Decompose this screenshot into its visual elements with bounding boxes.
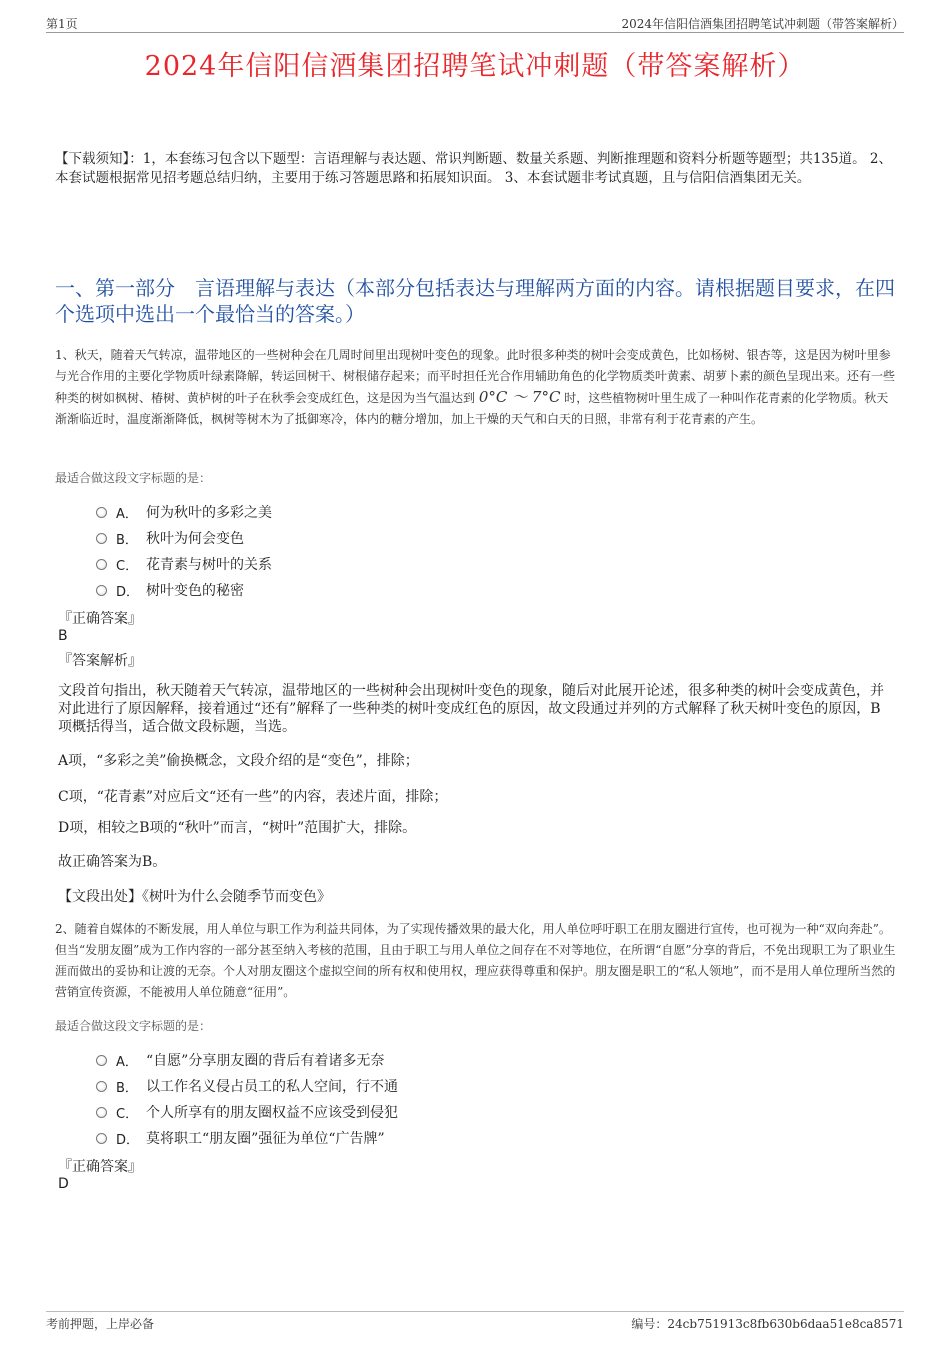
q2-answer-label: 『正确答案』 xyxy=(58,1159,142,1175)
radio-icon[interactable] xyxy=(96,1133,107,1144)
q1-analysis-conclusion: 故正确答案为B。 xyxy=(58,854,167,870)
radio-icon[interactable] xyxy=(96,1107,107,1118)
q1-answer-label: 『正确答案』 xyxy=(58,611,142,627)
q1-analysis-label: 『答案解析』 xyxy=(58,653,142,669)
q2-option-c[interactable] xyxy=(96,1102,398,1122)
question-1-text xyxy=(55,345,897,430)
download-notice: 【下载须知】：1，本套练习包含以下题型：言语理解与表达题、常识判断题、数量关系题、判断推理题和资料分析题等题型；共135道。 2、本套试题根据常见招考题总结归纳，主要用于练习答题思路和拓展知识面。 3、本套试题非考试真题，且与信阳信酒集团无关。 xyxy=(55,151,892,186)
q2-correct-answer: D xyxy=(58,1176,69,1192)
document-title: 2024年信阳信酒集团招聘笔试冲刺题（带答案解析） xyxy=(144,51,806,82)
temperature-range-formula: 0°C ～ 7°C xyxy=(478,388,561,406)
radio-icon[interactable] xyxy=(96,1055,107,1066)
radio-icon[interactable] xyxy=(96,585,107,596)
option-text: 花青素与树叶的关系 xyxy=(146,557,272,573)
radio-icon[interactable] xyxy=(96,559,107,570)
option-letter: B． xyxy=(116,532,138,548)
option-text: 莫将职工“朋友圈”强征为单位“广告牌” xyxy=(146,1131,385,1147)
page-number: 第1页 xyxy=(46,17,78,31)
option-letter: A． xyxy=(116,1054,138,1070)
radio-icon[interactable] xyxy=(96,533,107,544)
radio-icon[interactable] xyxy=(96,507,107,518)
option-letter: D． xyxy=(116,584,140,600)
running-header-title: 2024年信阳信酒集团招聘笔试冲刺题（带答案解析） xyxy=(621,17,904,31)
question-2-text: 2、随着自媒体的不断发展，用人单位与职工作为利益共同体，为了实现传播效果的最大化，用人单位呼吁职工在朋友圈进行宣传，也可视为一种“双向奔赴”。但当“发朋友圈”成为工作内容的一部分甚至纳入考核的范围，且由于职工与用人单位之间存在不对等地位，在所谓“自愿”分享的背后，不免出现职工为了职业生涯而做出的妥协和让渡的无奈。个人对朋友圈这个虚拟空间的所有权和使用权，理应获得尊重和保护。朋友圈是职工的“私人领地”，而不是用人单位理所当然的营销宣传资源，不能被用人单位随意“征用”。 xyxy=(55,922,896,999)
document-id: 编号：24cb751913c8fb630b6daa51e8ca8571 xyxy=(631,1317,904,1331)
q2-option-b[interactable] xyxy=(96,1076,398,1096)
q1-option-c[interactable] xyxy=(96,554,272,574)
question-1-text-part2: 时，这些植物树叶里生成了一种叫作花青素的化学物质。秋天渐渐临近时，温度渐渐降低，枫树等树木为了抵御寒冷，体内的糖分增加，加上干燥的天气和白天的日照，非常有利于花青素的产生。 xyxy=(55,391,889,426)
q1-option-b[interactable] xyxy=(96,528,244,548)
q2-option-a[interactable] xyxy=(96,1050,384,1070)
q1-analysis-option-a: A项，“多彩之美”偷换概念，文段介绍的是“变色”，排除； xyxy=(58,753,419,769)
option-text: 以工作名义侵占员工的私人空间，行不通 xyxy=(146,1079,398,1095)
option-letter: C． xyxy=(116,558,139,574)
section-heading: 一、第一部分 言语理解与表达（本部分包括表达与理解两方面的内容。请根据题目要求，在四个选项中选出一个最恰当的答案。） xyxy=(55,276,895,326)
option-text: 何为秋叶的多彩之美 xyxy=(146,505,272,521)
q1-source: 【文段出处】《树叶为什么会随季节而变色》 xyxy=(58,889,331,905)
radio-icon[interactable] xyxy=(96,1081,107,1092)
option-text: “自愿”分享朋友圈的背后有着诸多无奈 xyxy=(146,1053,385,1069)
q1-analysis-paragraph: 文段首句指出，秋天随着天气转凉，温带地区的一些树种会出现树叶变色的现象，随后对此展开论述，很多种类的树叶会变成黄色，并对此进行了原因解释，接着通过“还有”解释了一些种类的树叶变成红色的原因，故文段通过并列的方式解释了秋天树叶变色的原因，B项概括得当，适合做文段标题，当选。 xyxy=(58,683,884,735)
footer-slogan: 考前押题，上岸必备 xyxy=(46,1317,155,1331)
option-text: 树叶变色的秘密 xyxy=(146,583,244,599)
option-letter: D． xyxy=(116,1132,140,1148)
option-letter: C． xyxy=(116,1106,139,1122)
q1-correct-answer: B xyxy=(58,628,68,644)
q2-option-d[interactable] xyxy=(96,1128,385,1148)
option-text: 个人所享有的朋友圈权益不应该受到侵犯 xyxy=(146,1105,398,1121)
footer-divider xyxy=(46,1311,904,1312)
option-letter: A． xyxy=(116,506,138,522)
q1-option-d[interactable] xyxy=(96,580,244,600)
q1-analysis-option-c: C项，“花青素”对应后文“还有一些”的内容，表述片面，排除； xyxy=(58,789,448,805)
question-1-prompt: 最适合做这段文字标题的是： xyxy=(55,471,212,485)
header-divider xyxy=(46,32,904,33)
question-2-prompt: 最适合做这段文字标题的是： xyxy=(55,1019,212,1033)
q1-analysis-option-d: D项，相较之B项的“秋叶”而言，“树叶”范围扩大，排除。 xyxy=(58,820,417,836)
question-1-text-part1: 1、秋天，随着天气转凉，温带地区的一些树种会在几周时间里出现树叶变色的现象。此时很多种类的树叶会变成黄色，比如杨树、银杏等，这是因为树叶里参与光合作用的主要化学物质叶绿素降解，转运回树干、树根储存起来；而平时担任光合作用辅助角色的化学物质类叶黄素、胡萝卜素的颜色呈现出来。还有一些种类的树如枫树、椿树、黄栌树的叶子在秋季会变成红色，这是因为当气温达到 xyxy=(55,348,896,405)
q1-option-a[interactable] xyxy=(96,502,272,522)
option-text: 秋叶为何会变色 xyxy=(146,531,244,547)
option-letter: B． xyxy=(116,1080,138,1096)
